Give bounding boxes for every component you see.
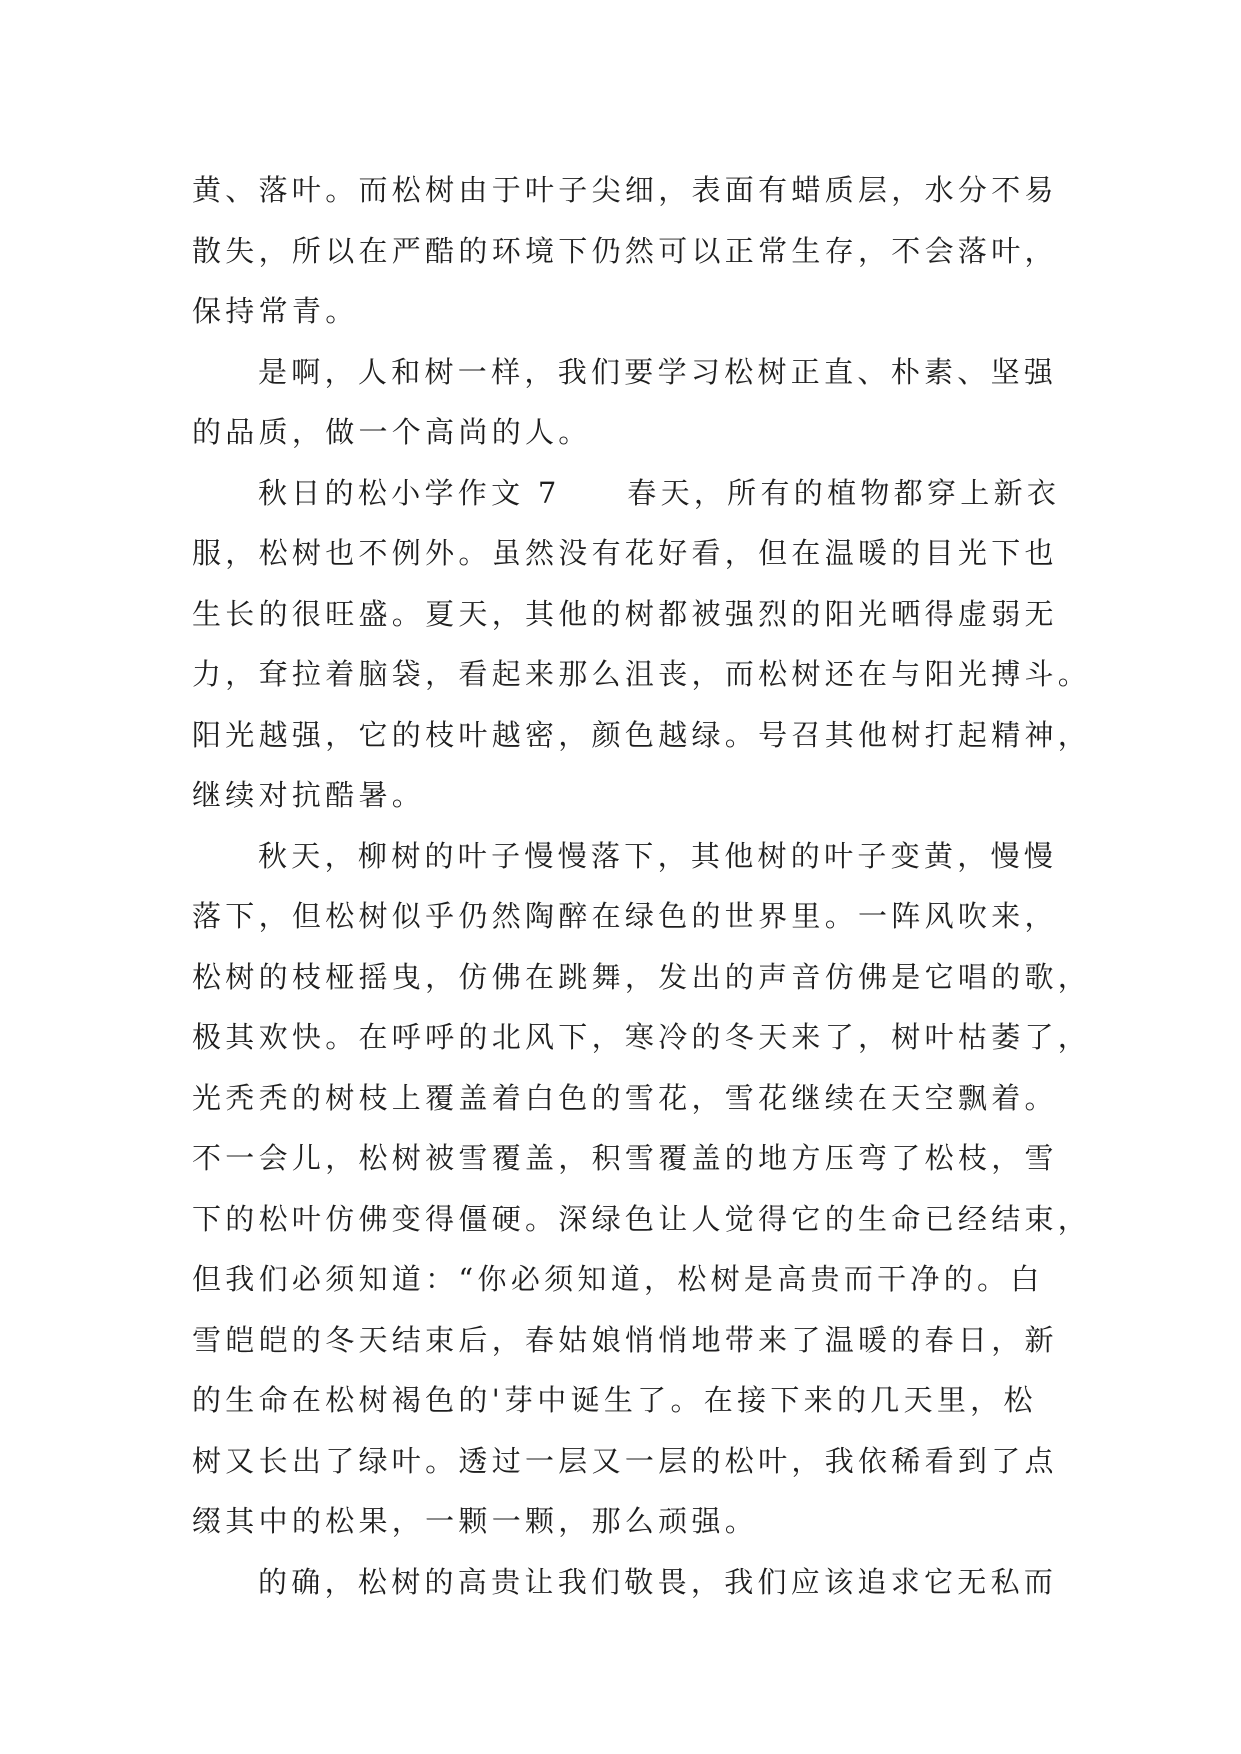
text-line: 继续对抗酷暑。 <box>192 778 426 812</box>
text-line: 但我们必须知道：“你必须知道，松树是高贵而干净的。白 <box>192 1262 1044 1296</box>
text-line: 雪皑皑的冬天结束后，春姑娘悄悄地带来了温暖的春日，新 <box>192 1322 1058 1357</box>
text-line: 阳光越强，它的枝叶越密，颜色越绿。号召其他树打起精神， <box>192 717 1092 752</box>
text-line: 极其欢快。在呼呼的北风下，寒冷的冬天来了，树叶枯萎了， <box>192 1020 1092 1054</box>
paragraph-first-line: 秋日的松小学作文 7 春天，所有的植物都穿上新衣 <box>258 475 1061 510</box>
text-line: 黄、落叶。而松树由于叶子尖细，表面有蜡质层，水分不易 <box>192 173 1058 207</box>
text-line: 保持常青。 <box>192 294 359 328</box>
text-line: 松树的枝桠摇曳，仿佛在跳舞，发出的声音仿佛是它唱的歌， <box>192 959 1092 994</box>
paragraph-first-line: 秋天，柳树的叶子慢慢落下，其他树的叶子变黄，慢慢 <box>258 838 1058 873</box>
text-line: 散失，所以在严酷的环境下仍然可以正常生存，不会落叶， <box>192 233 1058 268</box>
text-line: 下的松叶仿佛变得僵硬。深绿色让人觉得它的生命已经结束， <box>192 1201 1092 1236</box>
essay-body <box>192 160 1092 1612</box>
text-line: 服，松树也不例外。虽然没有花好看，但在温暖的目光下也 <box>192 536 1058 570</box>
paragraph-first-line: 是啊，人和树一样，我们要学习松树正直、朴素、坚强 <box>258 354 1058 389</box>
text-line: 光秃秃的树枝上覆盖着白色的雪花，雪花继续在天空飘着。 <box>192 1080 1058 1115</box>
paragraph-first-line: 的确，松树的高贵让我们敬畏，我们应该追求它无私而 <box>258 1564 1058 1599</box>
text-line: 力，耷拉着脑袋，看起来那么沮丧，而松树还在与阳光搏斗。 <box>192 657 1092 691</box>
text-line: 不一会儿，松树被雪覆盖，积雪覆盖的地方压弯了松枝，雪 <box>192 1141 1058 1175</box>
text-line: 的生命在松树褐色的'芽中诞生了。在接下来的几天里，松 <box>192 1383 1037 1417</box>
text-line: 树又长出了绿叶。透过一层又一层的松叶，我依稀看到了点 <box>192 1443 1058 1478</box>
text-line: 缀其中的松果，一颗一颗，那么顽强。 <box>192 1504 759 1538</box>
text-line: 生长的很旺盛。夏天，其他的树都被强烈的阳光晒得虚弱无 <box>192 596 1058 631</box>
text-line: 的品质，做一个高尚的人。 <box>192 415 592 449</box>
text-line: 落下，但松树似乎仍然陶醉在绿色的世界里。一阵风吹来， <box>192 899 1058 933</box>
